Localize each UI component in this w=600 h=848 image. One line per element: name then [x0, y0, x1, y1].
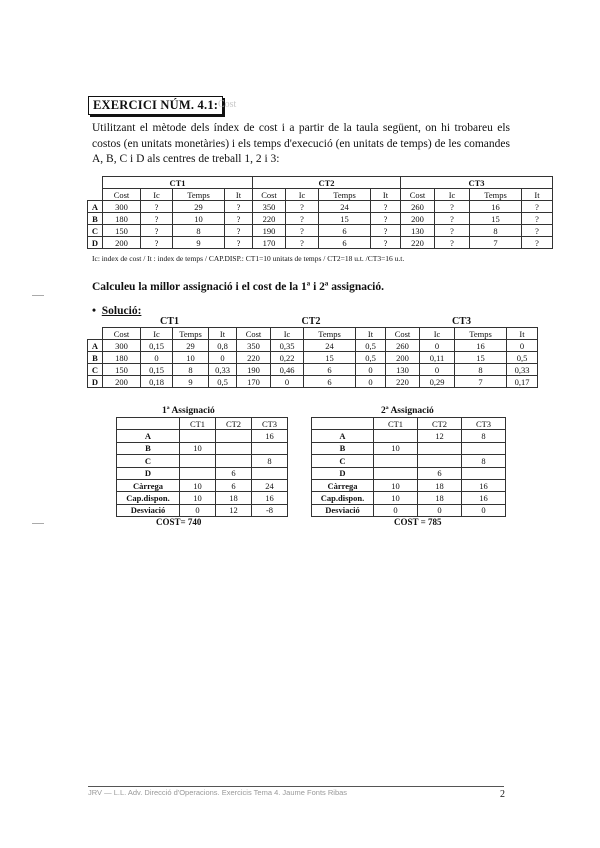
table-cell: 10 — [374, 479, 418, 491]
row-label: B — [117, 442, 180, 454]
column-header: Temps — [173, 189, 225, 201]
table-cell: ? — [225, 225, 253, 237]
table-cell: 170 — [237, 376, 271, 388]
table-cell: ? — [141, 237, 173, 249]
column-header: Ic — [420, 328, 455, 340]
table1-group-ct2: CT2 — [253, 177, 401, 189]
table-cell: 220 — [386, 376, 420, 388]
table-cell — [252, 442, 288, 454]
table-cell: 200 — [103, 237, 141, 249]
table-cell: 6 — [304, 376, 356, 388]
column-header: It — [371, 189, 401, 201]
column-header: Cost — [103, 328, 141, 340]
table-cell: 6 — [216, 467, 252, 479]
row-label: B — [88, 213, 103, 225]
row-label: A — [88, 201, 103, 213]
assign2-cost: COST = 785 — [394, 517, 442, 527]
table-cell: 8 — [470, 225, 522, 237]
assign1-title: 1ª Assignació — [162, 406, 215, 416]
row-label: Càrrega — [312, 479, 374, 491]
table-cell: 10 — [173, 352, 209, 364]
table-cell: 0 — [356, 376, 386, 388]
table-cell: 0,5 — [356, 352, 386, 364]
margin-mark — [32, 523, 44, 524]
table-cell: 8 — [252, 455, 288, 467]
table-cell: 6 — [216, 479, 252, 491]
table-cell: 0,5 — [209, 376, 237, 388]
table-cell — [180, 455, 216, 467]
table-cell: 0 — [180, 504, 216, 516]
table-cell: 12 — [216, 504, 252, 516]
footer-text: JRV — L.L. Adv. Direcció d'Operacions. Exercicis Tema 4. Jaume Fonts Ribas — [88, 788, 348, 797]
column-header: Cost — [237, 328, 271, 340]
table-cell: 6 — [304, 364, 356, 376]
table-cell: 18 — [418, 492, 462, 504]
table-cell: 16 — [462, 492, 506, 504]
table-cell: ? — [371, 213, 401, 225]
table-cell: 16 — [252, 430, 288, 442]
column-header: CT2 — [216, 418, 252, 430]
table-cell: 150 — [103, 225, 141, 237]
exercise-title: EXERCICI NÚM. 4.1: — [88, 96, 223, 115]
table-cell — [374, 430, 418, 442]
table-cell: 10 — [180, 479, 216, 491]
table-cell: 6 — [319, 237, 371, 249]
row-label: C — [88, 364, 103, 376]
table-cell — [462, 467, 506, 479]
assign1-table — [116, 417, 288, 517]
row-label: A — [117, 430, 180, 442]
table-cell: 16 — [462, 479, 506, 491]
table-cell — [462, 442, 506, 454]
table-cell — [216, 442, 252, 454]
column-header: Temps — [455, 328, 507, 340]
table-cell: 190 — [237, 364, 271, 376]
table-row — [312, 442, 506, 454]
table-cell: 220 — [253, 213, 286, 225]
table-row — [312, 430, 506, 442]
table-cell: 0 — [420, 340, 455, 352]
table-cell: 0,33 — [507, 364, 538, 376]
table-cell: 8 — [462, 455, 506, 467]
table2-group-ct2: CT2 — [301, 316, 321, 327]
column-header: CT2 — [418, 418, 462, 430]
table-cell: ? — [141, 201, 173, 213]
table-cell: 0,18 — [141, 376, 173, 388]
table-cell: ? — [435, 201, 470, 213]
table-cell: 350 — [237, 340, 271, 352]
column-header: Ic — [271, 328, 304, 340]
intro-paragraph: Utilitzant el mètode dels índex de cost i a partir de la taula següent, on hi trobareu els costos (en unitats monetàries) i els temps d'execució (en unitats de temps) de les comandes A, B, C i D als centres de treball 1, 2 i 3: — [92, 122, 510, 165]
table-cell: 0,15 — [141, 340, 173, 352]
table-cell: ? — [435, 225, 470, 237]
table-row — [312, 504, 506, 516]
table-cell: 0,11 — [420, 352, 455, 364]
table-cell: 7 — [455, 376, 507, 388]
table-cell: 16 — [252, 492, 288, 504]
table-cell: 8 — [173, 225, 225, 237]
column-header: Ic — [141, 189, 173, 201]
table-cell: ? — [371, 225, 401, 237]
table-cell: ? — [286, 213, 319, 225]
table-cell: ? — [286, 237, 319, 249]
table-cell: ? — [435, 213, 470, 225]
table2-group-ct3: CT3 — [452, 316, 471, 327]
table-cell: 0,17 — [507, 376, 538, 388]
table-cell: 0 — [209, 352, 237, 364]
table-cell: 0,22 — [271, 352, 304, 364]
question-text: Calculeu la millor assignació i el cost de la 1ª i 2ª assignació. — [92, 281, 384, 293]
table-cell: 6 — [319, 225, 371, 237]
table-cell: ? — [225, 201, 253, 213]
table-row — [117, 455, 288, 467]
table-cell: ? — [286, 201, 319, 213]
table-cell: 29 — [173, 201, 225, 213]
corner-cell — [88, 189, 103, 201]
data-table — [87, 176, 553, 249]
table-cell: 15 — [319, 213, 371, 225]
row-label: C — [88, 225, 103, 237]
table-cell: 0,15 — [141, 364, 173, 376]
table-cell: 18 — [418, 479, 462, 491]
table-cell: 8 — [455, 364, 507, 376]
column-header: Cost — [386, 328, 420, 340]
legend-note: Ic: index de cost / It : index de temps / CAP.DISP.: CT1=10 unitats de temps / CT2=18 u.t. /CT3=16 u.t. — [92, 254, 405, 263]
table-cell: 0 — [462, 504, 506, 516]
table-cell: 29 — [173, 340, 209, 352]
table-cell: 200 — [103, 376, 141, 388]
table-cell: 8 — [462, 430, 506, 442]
row-label: D — [117, 467, 180, 479]
assign1-cost: COST= 740 — [156, 517, 202, 527]
table-row — [117, 492, 288, 504]
column-header: Cost — [103, 189, 141, 201]
table-cell: 0,8 — [209, 340, 237, 352]
table-cell: 350 — [253, 201, 286, 213]
table-cell: 220 — [237, 352, 271, 364]
row-label: A — [312, 430, 374, 442]
page-number: 2 — [500, 789, 505, 800]
table-cell — [216, 455, 252, 467]
table-cell: 130 — [401, 225, 435, 237]
column-header: CT1 — [180, 418, 216, 430]
table-row — [117, 479, 288, 491]
table-cell: 0 — [356, 364, 386, 376]
row-label: Desviació — [117, 504, 180, 516]
table-cell: ? — [141, 225, 173, 237]
table2-group-ct1: CT1 — [160, 316, 179, 327]
footer-divider — [88, 786, 504, 787]
solution-table — [87, 316, 538, 388]
table-row — [88, 376, 538, 388]
table-cell: 150 — [103, 364, 141, 376]
table-cell: ? — [371, 237, 401, 249]
table1-group-ct1: CT1 — [103, 177, 253, 189]
assign2-title: 2ª Assignació — [381, 406, 434, 416]
column-header: It — [522, 189, 553, 201]
row-label: Càrrega — [117, 479, 180, 491]
table-cell: ? — [371, 201, 401, 213]
table-cell: 0,46 — [271, 364, 304, 376]
row-label: B — [88, 352, 103, 364]
table-cell — [216, 430, 252, 442]
table-row — [88, 364, 538, 376]
row-label: D — [312, 467, 374, 479]
faint-label: Cost — [218, 99, 237, 110]
table-cell: 16 — [470, 201, 522, 213]
row-label: C — [117, 455, 180, 467]
table-cell: 8 — [173, 364, 209, 376]
table-cell — [418, 455, 462, 467]
table-cell: 0,5 — [356, 340, 386, 352]
table-cell: ? — [522, 237, 553, 249]
table-cell: 0 — [271, 376, 304, 388]
table-cell: 7 — [470, 237, 522, 249]
table-cell: 15 — [455, 352, 507, 364]
table-cell: 0,5 — [507, 352, 538, 364]
table-row — [117, 504, 288, 516]
table-cell — [374, 467, 418, 479]
table-cell: 0 — [418, 504, 462, 516]
table1-group-ct3: CT3 — [401, 177, 553, 189]
table-cell: 10 — [180, 492, 216, 504]
table-row — [117, 442, 288, 454]
table-cell — [252, 467, 288, 479]
column-header: Temps — [173, 328, 209, 340]
column-header: CT1 — [374, 418, 418, 430]
table-cell: 9 — [173, 237, 225, 249]
table-cell: 220 — [401, 237, 435, 249]
column-header: Cost — [401, 189, 435, 201]
table-cell: 130 — [386, 364, 420, 376]
table-row — [312, 479, 506, 491]
table-cell: 260 — [401, 201, 435, 213]
table-cell: 15 — [304, 352, 356, 364]
table-cell: ? — [522, 213, 553, 225]
table-cell: 24 — [252, 479, 288, 491]
table-row — [117, 467, 288, 479]
table-cell: ? — [522, 225, 553, 237]
row-label: C — [312, 455, 374, 467]
table-cell: 180 — [103, 213, 141, 225]
table-cell: ? — [141, 213, 173, 225]
table-row — [312, 455, 506, 467]
table-cell — [374, 455, 418, 467]
table-cell: 16 — [455, 340, 507, 352]
column-header: Temps — [470, 189, 522, 201]
table-cell: 260 — [386, 340, 420, 352]
corner-cell — [88, 328, 103, 340]
table-cell: 24 — [319, 201, 371, 213]
table-cell: ? — [522, 201, 553, 213]
table-row — [88, 352, 538, 364]
table-cell: 0,33 — [209, 364, 237, 376]
table-row — [88, 340, 538, 352]
table-cell: ? — [225, 213, 253, 225]
table-row — [88, 213, 553, 225]
table-cell: 170 — [253, 237, 286, 249]
column-header: It — [209, 328, 237, 340]
table-cell: 6 — [418, 467, 462, 479]
row-label: Desviació — [312, 504, 374, 516]
row-label: D — [88, 376, 103, 388]
table-row — [117, 430, 288, 442]
margin-mark — [32, 295, 44, 296]
column-header: It — [225, 189, 253, 201]
table-cell: 0 — [374, 504, 418, 516]
solution-label: Solució: — [101, 305, 142, 317]
table-cell: 10 — [173, 213, 225, 225]
table-cell: 0,29 — [420, 376, 455, 388]
column-header: Cost — [253, 189, 286, 201]
table-cell: 200 — [386, 352, 420, 364]
table-cell — [418, 442, 462, 454]
table-row — [88, 201, 553, 213]
row-label: D — [88, 237, 103, 249]
table-row — [88, 225, 553, 237]
assign2-table — [311, 417, 506, 517]
table-cell — [180, 467, 216, 479]
table-row — [312, 492, 506, 504]
column-header: It — [356, 328, 386, 340]
table-cell: 9 — [173, 376, 209, 388]
table-cell: ? — [435, 237, 470, 249]
table-cell — [180, 430, 216, 442]
table-cell: 15 — [470, 213, 522, 225]
column-header: Temps — [304, 328, 356, 340]
column-header: Temps — [319, 189, 371, 201]
table-cell: 180 — [103, 352, 141, 364]
table-cell: 12 — [418, 430, 462, 442]
table-cell: 10 — [374, 442, 418, 454]
row-label: Cap.dispon. — [312, 492, 374, 504]
table-cell: 0,35 — [271, 340, 304, 352]
corner-cell — [312, 418, 374, 430]
table-cell: 18 — [216, 492, 252, 504]
table-cell: 300 — [103, 201, 141, 213]
row-label: B — [312, 442, 374, 454]
table-cell: 0 — [141, 352, 173, 364]
table-cell: 10 — [374, 492, 418, 504]
table-cell: 24 — [304, 340, 356, 352]
column-header: CT3 — [252, 418, 288, 430]
table-cell: 0 — [420, 364, 455, 376]
row-label: Cap.dispon. — [117, 492, 180, 504]
table-row — [312, 467, 506, 479]
bullet-icon: • — [92, 305, 97, 317]
table-cell: ? — [286, 225, 319, 237]
column-header: Ic — [141, 328, 173, 340]
column-header: CT3 — [462, 418, 506, 430]
corner-cell — [117, 418, 180, 430]
table-cell: -8 — [252, 504, 288, 516]
table-cell: 200 — [401, 213, 435, 225]
column-header: It — [507, 328, 538, 340]
column-header: Ic — [286, 189, 319, 201]
table-cell: 10 — [180, 442, 216, 454]
table-row — [88, 237, 553, 249]
table-cell: 300 — [103, 340, 141, 352]
table-cell: 0 — [507, 340, 538, 352]
column-header: Ic — [435, 189, 470, 201]
row-label: A — [88, 340, 103, 352]
table-cell: ? — [225, 237, 253, 249]
table-cell: 190 — [253, 225, 286, 237]
